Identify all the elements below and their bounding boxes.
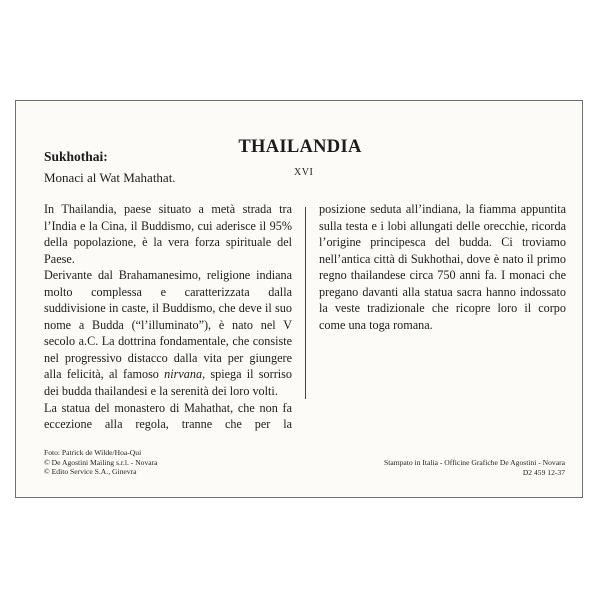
photo-credits xyxy=(44,448,158,477)
paragraph-statue: La statua del monastero di Mahathat, che non fa eccezione alla regola, tranne che per la xyxy=(44,400,292,432)
paragraph-doctrine xyxy=(44,267,292,399)
product-code: D2 459 12-37 xyxy=(522,467,565,477)
credit-line: © De Agostini Mailing s.r.l. - Novara xyxy=(44,457,158,467)
credit-line: © Edito Service S.A., Ginevra xyxy=(44,467,137,477)
location-heading: Sukhothai: xyxy=(44,149,108,164)
series-number: XVI xyxy=(294,167,314,178)
photo-subject: Monaci al Wat Mahathat. xyxy=(44,170,176,185)
printer-info xyxy=(384,458,565,477)
column-divider xyxy=(305,207,306,399)
doctrine-text-end: , spiega il sorriso dei budda thailandesi e la serenità dei loro volti. xyxy=(44,367,292,399)
nirvana-term: nirvana xyxy=(164,367,203,382)
card-title: THAILANDIA xyxy=(238,137,362,157)
printer-line: Stampato in Italia - Officine Grafiche De Agostini - Novara xyxy=(384,458,565,467)
doctrine-text: Derivante dal Brahamanesimo, religione indiana molto complessa e caratterizzata dalla suddivisione in caste, il Buddismo, che deve il suo nome a Budda (“l’illuminato”), è nato nel V secolo a.C. La dottrina fondamentale, che consiste nel progressivo distacco dalla vita per giungere alla felicità, al famoso xyxy=(44,268,292,382)
credit-line: Foto: Patrick de Wilde/Hoa-Qui xyxy=(44,448,142,457)
body-column-left xyxy=(44,201,292,433)
paragraph-intro: In Thailandia, paese situato a metà strada tra l’India e la Cina, il Buddismo, cui aderisce il 95% della popolazione, è la vera forza spirituale del Paese. xyxy=(44,202,292,266)
paragraph-continuation: posizione seduta all’indiana, la fiamma appuntita sulla testa e i lobi allungati delle orecchie, ricorda l’origine principesca del budda. Ci troviamo nell’antica città di Sukhothai, dove è nato il primo regno thailandese circa 750 anni fa. I monaci che pregano davanti alla statua sacra hanno indossato la veste tradizionale che ricopre loro il corpo come una toga romana. xyxy=(319,202,566,332)
body-column-right xyxy=(319,201,566,333)
